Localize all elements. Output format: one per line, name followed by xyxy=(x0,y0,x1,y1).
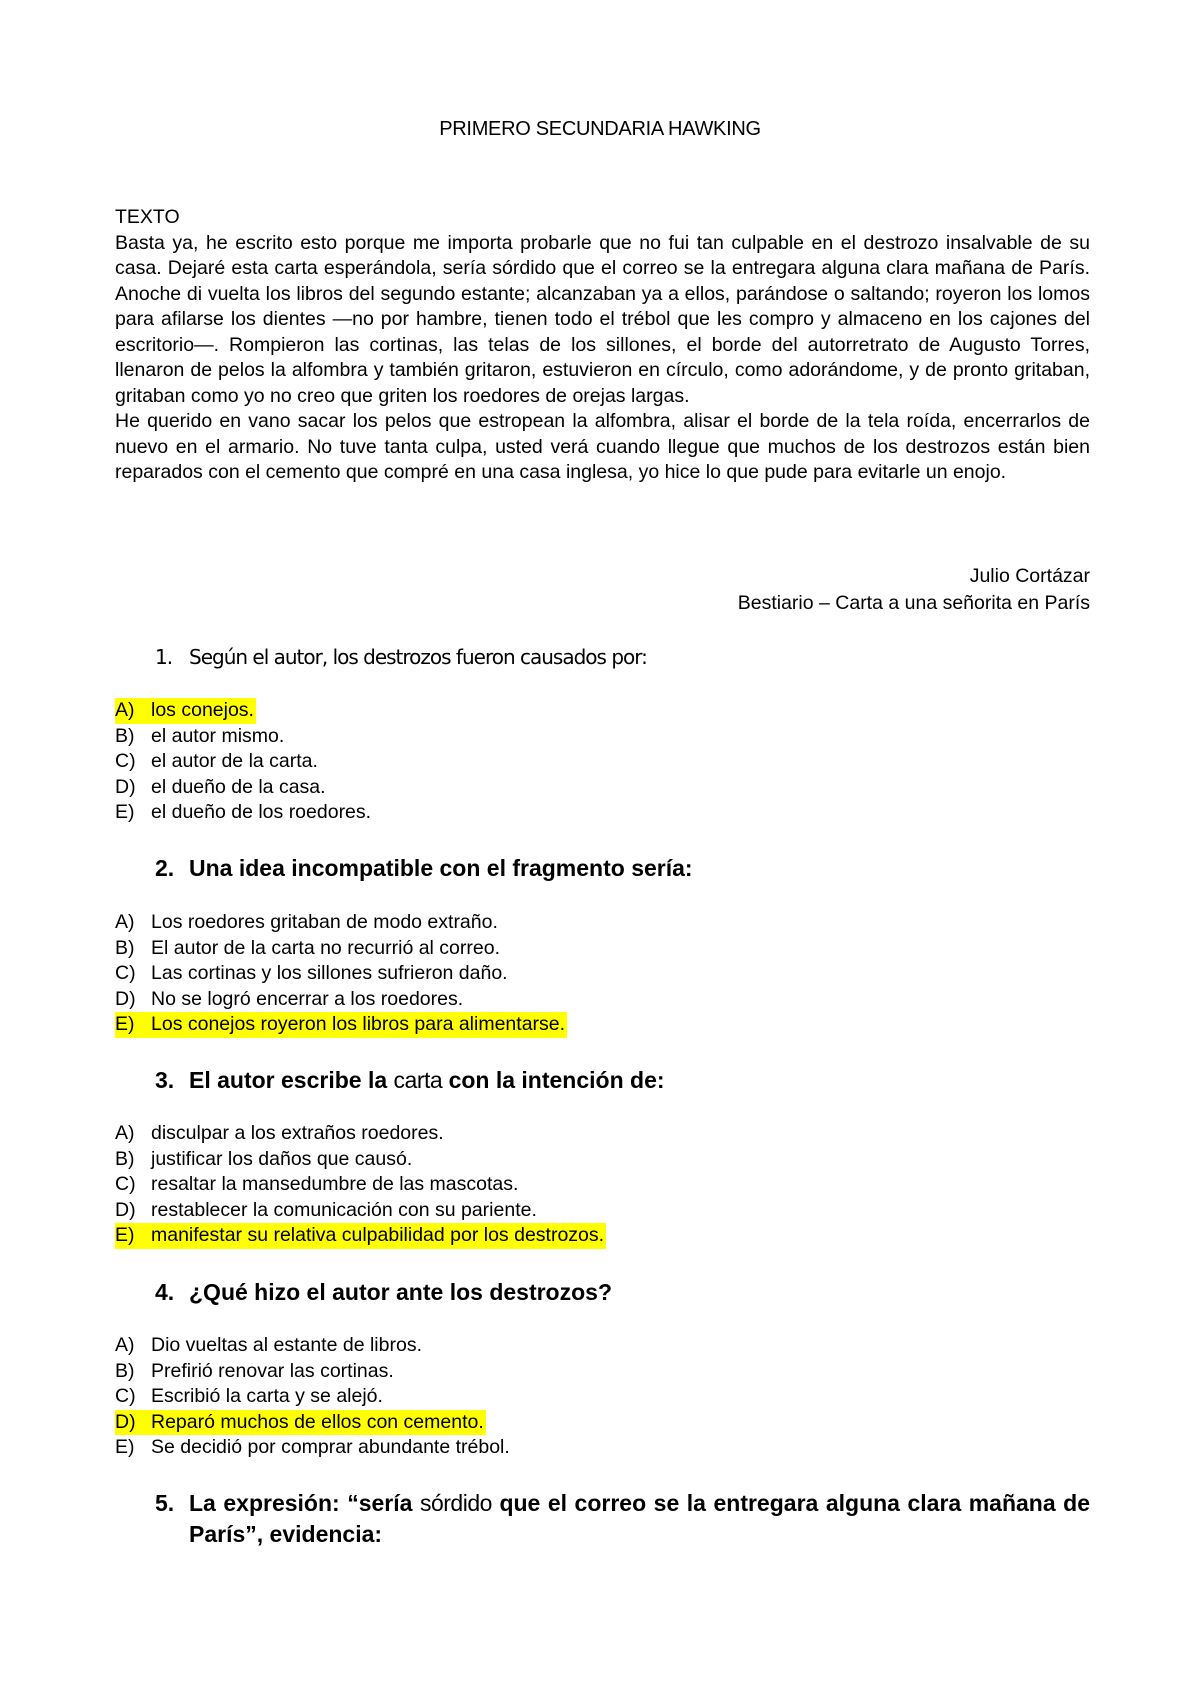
document-title: PRIMERO SECUNDARIA HAWKING xyxy=(439,118,761,140)
question-number: 3. xyxy=(155,1067,175,1093)
option-c[interactable]: C) Las cortinas y los sillones sufrieron daño. xyxy=(115,962,508,984)
option-d[interactable]: D) restablecer la comunicación con su pariente. xyxy=(115,1198,537,1221)
attribution xyxy=(738,563,1090,617)
question-text: El autor escribe la carta con la intención de: xyxy=(189,1067,665,1093)
options-q2 xyxy=(115,910,567,1038)
option-a[interactable]: A) Los roedores gritaban de modo extraño. xyxy=(115,911,498,933)
option-e[interactable]: E) el dueño de los roedores. xyxy=(115,801,372,823)
options-q3 xyxy=(115,1121,606,1249)
question-text: ¿Qué hizo el autor ante los destrozos? xyxy=(189,1279,612,1305)
question-number: 2. xyxy=(155,855,175,881)
question-5 xyxy=(155,1488,1090,1550)
option-d[interactable]: D) el dueño de la casa. xyxy=(115,775,326,798)
question-text: Según el autor, los destrozos fueron causados por: xyxy=(189,645,647,669)
option-e[interactable]: E) manifestar su relativa culpabilidad por los destrozos. xyxy=(115,1223,606,1249)
option-a[interactable]: A) Dio vueltas al estante de libros. xyxy=(115,1334,422,1356)
option-e[interactable]: E) Se decidió por comprar abundante trébol. xyxy=(115,1436,510,1458)
option-b[interactable]: B) El autor de la carta no recurrió al correo. xyxy=(115,936,501,959)
author-name: Julio Cortázar xyxy=(969,565,1090,587)
option-c[interactable]: C) resaltar la mansedumbre de las mascotas. xyxy=(115,1173,519,1195)
question-number: 5. xyxy=(155,1490,175,1516)
option-c[interactable]: C) Escribió la carta y se alejó. xyxy=(115,1385,383,1407)
option-b[interactable]: B) justificar los daños que causó. xyxy=(115,1147,413,1170)
option-e[interactable]: E) Los conejos royeron los libros para alimentarse. xyxy=(115,1012,567,1038)
options-q4 xyxy=(115,1333,510,1461)
option-d[interactable]: D) Reparó muchos de ellos con cemento. xyxy=(115,1410,510,1436)
options-q1 xyxy=(115,698,371,826)
question-3 xyxy=(155,1065,1090,1096)
question-2 xyxy=(155,853,1090,884)
question-4 xyxy=(155,1277,1090,1308)
option-b[interactable]: B) el autor mismo. xyxy=(115,724,285,747)
question-number: 1. xyxy=(155,645,173,669)
question-number: 4. xyxy=(155,1279,175,1305)
reading-text xyxy=(115,205,1090,486)
option-d[interactable]: D) No se logró encerrar a los roedores. xyxy=(115,987,464,1010)
text-label: TEXTO xyxy=(115,206,180,228)
option-a[interactable]: A) los conejos. xyxy=(115,698,371,724)
text-paragraph-1: Basta ya, he escrito esto porque me importa probarle que no fui tan culpable en el destrozo insalvable de su casa. Dejaré esta carta esperándola, sería sórdido que el correo se la entregara alguna clara mañana de París. Anoche di vuelta los libros del segundo estante; alcanzaban ya a ellos, parándose o saltando; royeron los lomos para afilarse los dientes —no por hambre, tienen todo el trébol que les compro y almaceno en los cajones del escritorio—. Rompieron las cortinas, las telas de los sillones, el borde del autorretrato de Augusto Torres, llenaron de pelos la alfombra y también gritaron, estuvieron en círculo, como adorándome, y de pronto gritaban, gritaban como yo no creo que griten los roedores de orejas largas. xyxy=(115,231,1090,407)
option-c[interactable]: C) el autor de la carta. xyxy=(115,750,318,772)
option-a[interactable]: A) disculpar a los extraños roedores. xyxy=(115,1122,444,1144)
question-text: Una idea incompatible con el fragmento sería: xyxy=(189,855,693,881)
text-paragraph-2: He querido en vano sacar los pelos que estropean la alfombra, alisar el borde de la tela roída, encerrarlos de nuevo en el armario. No tuve tanta culpa, usted verá cuando llegue que muchos de los destrozos están bien reparados con el cemento que compré en una casa inglesa, yo hice lo que pude para evitarle un enojo. xyxy=(115,410,1090,483)
question-text: La expresión: “sería sórdido que el correo se la entregara alguna clara mañana de París”, evidencia: xyxy=(189,1490,1091,1547)
source-title: Bestiario – Carta a una señorita en París xyxy=(737,592,1090,614)
option-b[interactable]: B) Prefirió renovar las cortinas. xyxy=(115,1359,394,1382)
question-1 xyxy=(155,642,1090,673)
